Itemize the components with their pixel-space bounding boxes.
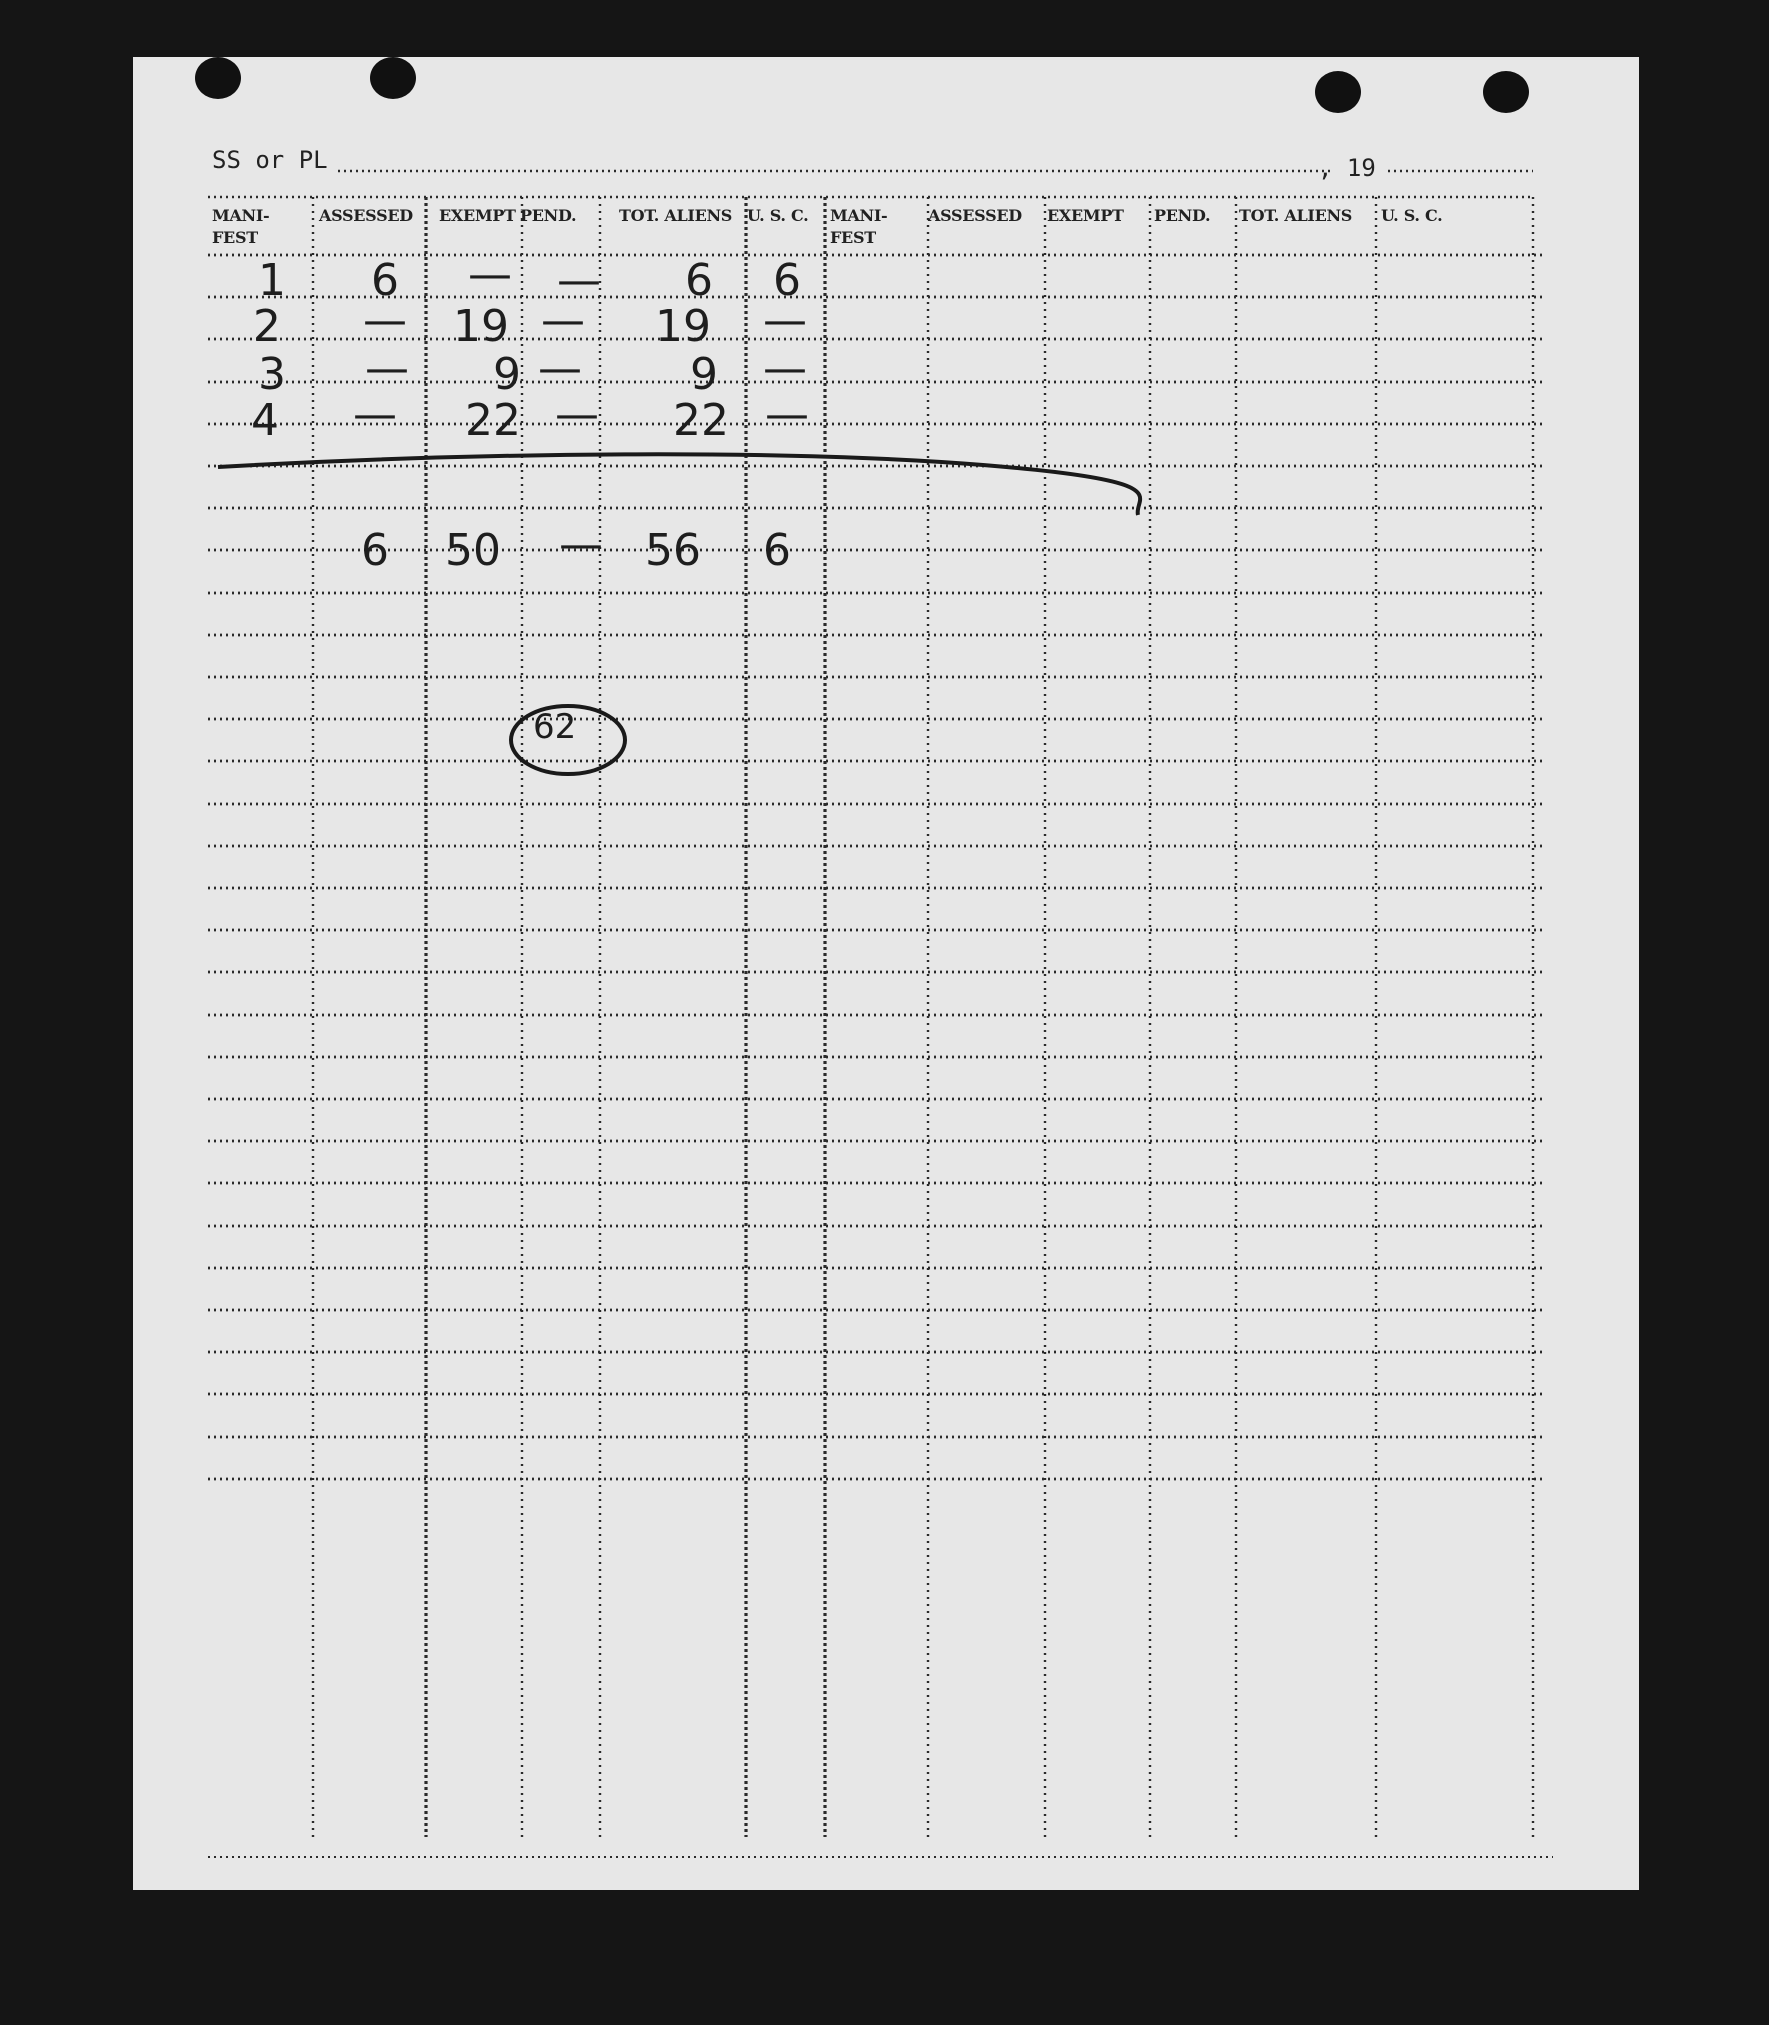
row-assessed: 6: [371, 255, 399, 306]
total-pend: —: [559, 519, 603, 570]
col-header-usc-right: U. S. C.: [1381, 206, 1443, 225]
row-usc: —: [763, 295, 807, 346]
row-pend: —: [555, 389, 599, 440]
row-usc: —: [763, 343, 807, 394]
row-exempt: —: [468, 249, 512, 300]
circled-total: 62: [533, 707, 577, 747]
col-header-usc-left: U. S. C.: [747, 206, 809, 225]
form-sheet: [133, 57, 1639, 1890]
row-exempt: 19: [453, 301, 509, 352]
col-header-tot-aliens-left: TOT. ALIENS: [619, 206, 733, 225]
ss-or-pl-label: SS or PL: [212, 146, 328, 174]
col-header-pend-right: PEND.: [1154, 206, 1211, 225]
col-header-manifest-right: MANI- FEST: [830, 206, 888, 247]
col-header-assessed-right: ASSESSED: [928, 206, 1022, 225]
col-header-tot-aliens-right: TOT. ALIENS: [1239, 206, 1353, 225]
row-manifest: 4: [251, 395, 279, 446]
row-usc: —: [765, 389, 809, 440]
total-exempt: 50: [445, 525, 501, 576]
row-manifest: 3: [258, 349, 286, 400]
row-pend: —: [538, 343, 582, 394]
total-assessed: 6: [361, 525, 389, 576]
col-header-exempt-right: EXEMPT: [1047, 206, 1124, 225]
row-manifest: 1: [258, 255, 286, 306]
row-manifest: 2: [253, 301, 281, 352]
row-exempt: 22: [465, 395, 521, 446]
row-exempt: 9: [493, 349, 521, 400]
col-header-pend-left: PEND.: [520, 206, 577, 225]
total-tot-aliens: 56: [645, 525, 701, 576]
row-assessed: —: [365, 343, 409, 394]
row-tot-aliens: 19: [655, 301, 711, 352]
row-tot-aliens: 6: [685, 255, 713, 306]
row-tot-aliens: 22: [673, 395, 729, 446]
row-pend: —: [557, 255, 601, 306]
row-assessed: —: [363, 295, 407, 346]
row-pend: —: [541, 295, 585, 346]
year-label: , 19: [1318, 154, 1376, 182]
col-header-manifest-left: MANI- FEST: [212, 206, 270, 247]
row-tot-aliens: 9: [690, 349, 718, 400]
total-usc: 6: [763, 525, 791, 576]
row-usc: 6: [773, 255, 801, 306]
col-header-exempt-left: EXEMPT: [439, 206, 516, 225]
ledger-grid: [133, 57, 1639, 1890]
col-header-assessed-left: ASSESSED: [319, 206, 413, 225]
handwritten-total-line: [218, 454, 1140, 515]
row-assessed: —: [353, 389, 397, 440]
